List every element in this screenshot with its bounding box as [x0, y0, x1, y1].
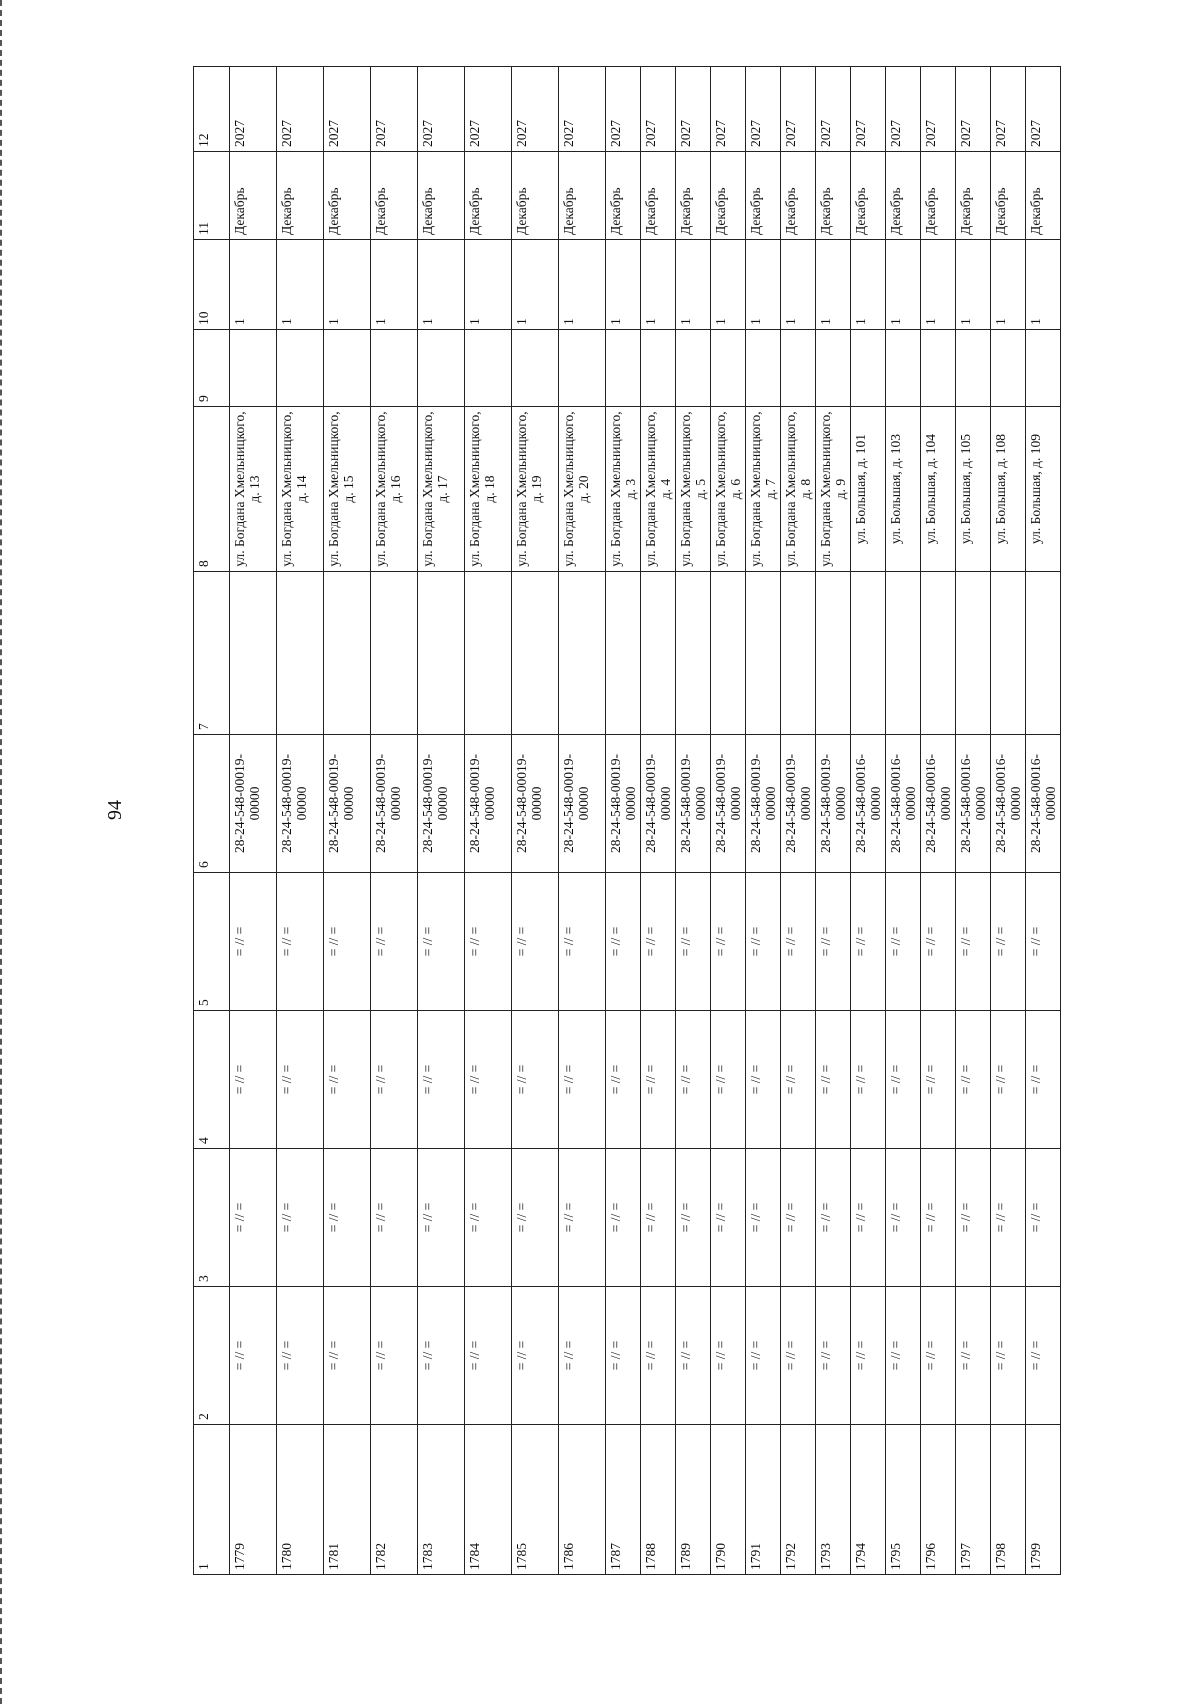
- table-row: [851, 67, 886, 1575]
- ditto-cell: = // =: [512, 1287, 559, 1425]
- empty-cell: [324, 572, 371, 735]
- address-cell: ул. Богдана Хмельницкого, д. 9: [816, 407, 851, 572]
- empty-cell: [559, 330, 606, 407]
- row-number-cell: 1784: [465, 1425, 512, 1575]
- month-cell: Декабрь: [956, 152, 991, 240]
- year-cell: 2027: [676, 67, 711, 152]
- code-cell: 28-24-548-00019-00000: [277, 735, 324, 873]
- empty-cell: [956, 330, 991, 407]
- ditto-cell: = // =: [781, 873, 816, 1011]
- empty-cell: [606, 330, 641, 407]
- row-number-cell: 1790: [711, 1425, 746, 1575]
- address-cell: ул. Богдана Хмельницкого, д. 6: [711, 407, 746, 572]
- ditto-cell: = // =: [512, 1149, 559, 1287]
- column-header-10: 10: [194, 240, 230, 330]
- empty-cell: [277, 330, 324, 407]
- empty-cell: [816, 330, 851, 407]
- month-cell: Декабрь: [746, 152, 781, 240]
- month-cell: Декабрь: [559, 152, 606, 240]
- month-cell: Декабрь: [230, 152, 277, 240]
- address-cell: ул. Богдана Хмельницкого, д. 20: [559, 407, 606, 572]
- code-cell: 28-24-548-00019-00000: [641, 735, 676, 873]
- year-cell: 2027: [851, 67, 886, 152]
- row-number-cell: 1779: [230, 1425, 277, 1575]
- table-row: [230, 67, 277, 1575]
- ditto-cell: = // =: [559, 1287, 606, 1425]
- ditto-cell: = // =: [711, 1011, 746, 1149]
- quantity-cell: 1: [886, 240, 921, 330]
- row-number-cell: 1798: [991, 1425, 1026, 1575]
- ditto-cell: = // =: [676, 873, 711, 1011]
- code-cell: 28-24-548-00019-00000: [781, 735, 816, 873]
- row-number-cell: 1797: [956, 1425, 991, 1575]
- column-header-5: 5: [194, 873, 230, 1011]
- quantity-cell: 1: [465, 240, 512, 330]
- ditto-cell: = // =: [851, 1011, 886, 1149]
- empty-cell: [921, 572, 956, 735]
- empty-cell: [559, 572, 606, 735]
- ditto-cell: = // =: [418, 873, 465, 1011]
- ditto-cell: = // =: [746, 873, 781, 1011]
- ditto-cell: = // =: [465, 1011, 512, 1149]
- ditto-cell: = // =: [559, 873, 606, 1011]
- address-cell: ул. Большая, д. 105: [956, 407, 991, 572]
- ditto-cell: = // =: [886, 1149, 921, 1287]
- row-number-cell: 1782: [371, 1425, 418, 1575]
- year-cell: 2027: [324, 67, 371, 152]
- empty-cell: [851, 572, 886, 735]
- year-cell: 2027: [559, 67, 606, 152]
- ditto-cell: = // =: [371, 1011, 418, 1149]
- code-cell: 28-24-548-00019-00000: [512, 735, 559, 873]
- ditto-cell: = // =: [781, 1287, 816, 1425]
- row-number-cell: 1787: [606, 1425, 641, 1575]
- code-cell: 28-24-548-00019-00000: [711, 735, 746, 873]
- empty-cell: [711, 572, 746, 735]
- address-cell: ул. Богдана Хмельницкого, д. 14: [277, 407, 324, 572]
- ditto-cell: = // =: [991, 873, 1026, 1011]
- column-header-3: 3: [194, 1149, 230, 1287]
- year-cell: 2027: [816, 67, 851, 152]
- empty-cell: [746, 330, 781, 407]
- year-cell: 2027: [230, 67, 277, 152]
- empty-cell: [465, 572, 512, 735]
- code-cell: 28-24-548-00016-00000: [956, 735, 991, 873]
- quantity-cell: 1: [781, 240, 816, 330]
- ditto-cell: = // =: [465, 1149, 512, 1287]
- ditto-cell: = // =: [816, 1011, 851, 1149]
- code-cell: 28-24-548-00019-00000: [746, 735, 781, 873]
- ditto-cell: = // =: [1026, 1149, 1061, 1287]
- ditto-cell: = // =: [956, 1011, 991, 1149]
- year-cell: 2027: [886, 67, 921, 152]
- month-cell: Декабрь: [886, 152, 921, 240]
- ditto-cell: = // =: [559, 1149, 606, 1287]
- year-cell: 2027: [641, 67, 676, 152]
- table-row: [711, 67, 746, 1575]
- table-row: [641, 67, 676, 1575]
- row-number-cell: 1796: [921, 1425, 956, 1575]
- column-header-8: 8: [194, 407, 230, 572]
- table-row: [956, 67, 991, 1575]
- empty-cell: [886, 330, 921, 407]
- month-cell: Декабрь: [781, 152, 816, 240]
- quantity-cell: 1: [676, 240, 711, 330]
- quantity-cell: 1: [512, 240, 559, 330]
- address-cell: ул. Большая, д. 101: [851, 407, 886, 572]
- year-cell: 2027: [746, 67, 781, 152]
- ditto-cell: = // =: [676, 1287, 711, 1425]
- ditto-cell: = // =: [851, 873, 886, 1011]
- empty-cell: [781, 330, 816, 407]
- ditto-cell: = // =: [781, 1149, 816, 1287]
- code-cell: 28-24-548-00019-00000: [816, 735, 851, 873]
- code-cell: 28-24-548-00019-00000: [324, 735, 371, 873]
- code-cell: 28-24-548-00019-00000: [676, 735, 711, 873]
- column-header-4: 4: [194, 1011, 230, 1149]
- ditto-cell: = // =: [641, 1287, 676, 1425]
- address-cell: ул. Богдана Хмельницкого, д. 8: [781, 407, 816, 572]
- address-cell: ул. Большая, д. 103: [886, 407, 921, 572]
- ditto-cell: = // =: [230, 873, 277, 1011]
- empty-cell: [606, 572, 641, 735]
- ditto-cell: = // =: [886, 873, 921, 1011]
- month-cell: Декабрь: [851, 152, 886, 240]
- year-cell: 2027: [277, 67, 324, 152]
- table-row: [1026, 67, 1061, 1575]
- empty-cell: [1026, 572, 1061, 735]
- page-edge-marks: [0, 0, 5, 1704]
- row-number-cell: 1794: [851, 1425, 886, 1575]
- data-table: [193, 66, 1061, 1575]
- empty-cell: [324, 330, 371, 407]
- ditto-cell: = // =: [230, 1287, 277, 1425]
- ditto-cell: = // =: [512, 873, 559, 1011]
- empty-cell: [676, 572, 711, 735]
- row-number-cell: 1789: [676, 1425, 711, 1575]
- ditto-cell: = // =: [606, 1287, 641, 1425]
- address-cell: ул. Богдана Хмельницкого, д. 17: [418, 407, 465, 572]
- ditto-cell: = // =: [606, 1011, 641, 1149]
- month-cell: Декабрь: [606, 152, 641, 240]
- ditto-cell: = // =: [371, 1287, 418, 1425]
- ditto-cell: = // =: [606, 1149, 641, 1287]
- ditto-cell: = // =: [277, 1287, 324, 1425]
- table-row: [991, 67, 1026, 1575]
- empty-cell: [1026, 330, 1061, 407]
- quantity-cell: 1: [921, 240, 956, 330]
- table-row: [606, 67, 641, 1575]
- empty-cell: [641, 330, 676, 407]
- ditto-cell: = // =: [991, 1149, 1026, 1287]
- ditto-cell: = // =: [324, 1287, 371, 1425]
- empty-cell: [921, 330, 956, 407]
- ditto-cell: = // =: [230, 1011, 277, 1149]
- empty-cell: [371, 572, 418, 735]
- ditto-cell: = // =: [465, 873, 512, 1011]
- empty-cell: [711, 330, 746, 407]
- ditto-cell: = // =: [1026, 1287, 1061, 1425]
- ditto-cell: = // =: [324, 873, 371, 1011]
- ditto-cell: = // =: [371, 873, 418, 1011]
- ditto-cell: = // =: [746, 1011, 781, 1149]
- row-number-cell: 1780: [277, 1425, 324, 1575]
- empty-cell: [371, 330, 418, 407]
- code-cell: 28-24-548-00016-00000: [886, 735, 921, 873]
- quantity-cell: 1: [746, 240, 781, 330]
- year-cell: 2027: [711, 67, 746, 152]
- table-row: [371, 67, 418, 1575]
- empty-cell: [418, 330, 465, 407]
- code-cell: 28-24-548-00019-00000: [606, 735, 641, 873]
- code-cell: 28-24-548-00016-00000: [991, 735, 1026, 873]
- address-cell: ул. Большая, д. 108: [991, 407, 1026, 572]
- ditto-cell: = // =: [746, 1149, 781, 1287]
- table-row: [781, 67, 816, 1575]
- code-cell: 28-24-548-00016-00000: [921, 735, 956, 873]
- ditto-cell: = // =: [956, 1287, 991, 1425]
- empty-cell: [676, 330, 711, 407]
- address-cell: ул. Богдана Хмельницкого, д. 18: [465, 407, 512, 572]
- ditto-cell: = // =: [277, 1149, 324, 1287]
- ditto-cell: = // =: [746, 1287, 781, 1425]
- address-cell: ул. Богдана Хмельницкого, д. 7: [746, 407, 781, 572]
- code-cell: 28-24-548-00019-00000: [230, 735, 277, 873]
- code-cell: 28-24-548-00016-00000: [1026, 735, 1061, 873]
- month-cell: Декабрь: [465, 152, 512, 240]
- ditto-cell: = // =: [1026, 1011, 1061, 1149]
- table-row: [676, 67, 711, 1575]
- ditto-cell: = // =: [277, 1011, 324, 1149]
- ditto-cell: = // =: [711, 1287, 746, 1425]
- code-cell: 28-24-548-00019-00000: [465, 735, 512, 873]
- table-row: [921, 67, 956, 1575]
- quantity-cell: 1: [991, 240, 1026, 330]
- ditto-cell: = // =: [991, 1011, 1026, 1149]
- ditto-cell: = // =: [230, 1149, 277, 1287]
- empty-cell: [746, 572, 781, 735]
- code-cell: 28-24-548-00016-00000: [851, 735, 886, 873]
- table-row: [277, 67, 324, 1575]
- address-cell: ул. Богдана Хмельницкого, д. 3: [606, 407, 641, 572]
- address-cell: ул. Богдана Хмельницкого, д. 16: [371, 407, 418, 572]
- year-cell: 2027: [781, 67, 816, 152]
- address-cell: ул. Богдана Хмельницкого, д. 13: [230, 407, 277, 572]
- ditto-cell: = // =: [816, 1149, 851, 1287]
- year-cell: 2027: [1026, 67, 1061, 152]
- empty-cell: [956, 572, 991, 735]
- ditto-cell: = // =: [921, 873, 956, 1011]
- empty-cell: [418, 572, 465, 735]
- ditto-cell: = // =: [886, 1011, 921, 1149]
- column-header-6: 6: [194, 735, 230, 873]
- quantity-cell: 1: [371, 240, 418, 330]
- rotated-table-container: [193, 67, 1058, 1575]
- ditto-cell: = // =: [641, 1011, 676, 1149]
- table-row: [512, 67, 559, 1575]
- ditto-cell: = // =: [851, 1287, 886, 1425]
- row-number-cell: 1788: [641, 1425, 676, 1575]
- quantity-cell: 1: [956, 240, 991, 330]
- row-number-cell: 1793: [816, 1425, 851, 1575]
- empty-cell: [230, 330, 277, 407]
- row-number-cell: 1786: [559, 1425, 606, 1575]
- table-row: [559, 67, 606, 1575]
- empty-cell: [816, 572, 851, 735]
- month-cell: Декабрь: [324, 152, 371, 240]
- ditto-cell: = // =: [676, 1149, 711, 1287]
- ditto-cell: = // =: [956, 873, 991, 1011]
- ditto-cell: = // =: [676, 1011, 711, 1149]
- empty-cell: [851, 330, 886, 407]
- year-cell: 2027: [956, 67, 991, 152]
- table-row: [816, 67, 851, 1575]
- ditto-cell: = // =: [465, 1287, 512, 1425]
- empty-cell: [641, 572, 676, 735]
- code-cell: 28-24-548-00019-00000: [418, 735, 465, 873]
- row-number-cell: 1791: [746, 1425, 781, 1575]
- ditto-cell: = // =: [921, 1149, 956, 1287]
- table-row: [465, 67, 512, 1575]
- row-number-cell: 1799: [1026, 1425, 1061, 1575]
- ditto-cell: = // =: [816, 1287, 851, 1425]
- row-number-cell: 1781: [324, 1425, 371, 1575]
- address-cell: ул. Богдана Хмельницкого, д. 4: [641, 407, 676, 572]
- ditto-cell: = // =: [886, 1287, 921, 1425]
- month-cell: Декабрь: [1026, 152, 1061, 240]
- column-header-2: 2: [194, 1287, 230, 1425]
- ditto-cell: = // =: [641, 1149, 676, 1287]
- empty-cell: [781, 572, 816, 735]
- ditto-cell: = // =: [711, 873, 746, 1011]
- month-cell: Декабрь: [277, 152, 324, 240]
- month-cell: Декабрь: [371, 152, 418, 240]
- month-cell: Декабрь: [641, 152, 676, 240]
- month-cell: Декабрь: [921, 152, 956, 240]
- quantity-cell: 1: [606, 240, 641, 330]
- empty-cell: [512, 572, 559, 735]
- ditto-cell: = // =: [956, 1149, 991, 1287]
- quantity-cell: 1: [711, 240, 746, 330]
- month-cell: Декабрь: [512, 152, 559, 240]
- ditto-cell: = // =: [324, 1149, 371, 1287]
- ditto-cell: = // =: [512, 1011, 559, 1149]
- ditto-cell: = // =: [921, 1287, 956, 1425]
- year-cell: 2027: [418, 67, 465, 152]
- month-cell: Декабрь: [711, 152, 746, 240]
- year-cell: 2027: [371, 67, 418, 152]
- quantity-cell: 1: [230, 240, 277, 330]
- ditto-cell: = // =: [781, 1011, 816, 1149]
- table-row: [746, 67, 781, 1575]
- ditto-cell: = // =: [418, 1011, 465, 1149]
- address-cell: ул. Богдана Хмельницкого, д. 19: [512, 407, 559, 572]
- row-number-cell: 1785: [512, 1425, 559, 1575]
- quantity-cell: 1: [559, 240, 606, 330]
- address-cell: ул. Богдана Хмельницкого, д. 15: [324, 407, 371, 572]
- year-cell: 2027: [465, 67, 512, 152]
- ditto-cell: = // =: [418, 1149, 465, 1287]
- row-number-cell: 1783: [418, 1425, 465, 1575]
- quantity-cell: 1: [641, 240, 676, 330]
- table-header-row: [194, 67, 230, 1575]
- year-cell: 2027: [991, 67, 1026, 152]
- ditto-cell: = // =: [1026, 873, 1061, 1011]
- year-cell: 2027: [512, 67, 559, 152]
- month-cell: Декабрь: [418, 152, 465, 240]
- column-header-12: 12: [194, 67, 230, 152]
- table-row: [324, 67, 371, 1575]
- table-row: [886, 67, 921, 1575]
- empty-cell: [991, 330, 1026, 407]
- ditto-cell: = // =: [418, 1287, 465, 1425]
- quantity-cell: 1: [851, 240, 886, 330]
- ditto-cell: = // =: [851, 1149, 886, 1287]
- quantity-cell: 1: [324, 240, 371, 330]
- quantity-cell: 1: [1026, 240, 1061, 330]
- code-cell: 28-24-548-00019-00000: [371, 735, 418, 873]
- address-cell: ул. Большая, д. 104: [921, 407, 956, 572]
- ditto-cell: = // =: [641, 873, 676, 1011]
- column-header-1: 1: [194, 1425, 230, 1575]
- page-number: 94: [104, 800, 126, 820]
- ditto-cell: = // =: [559, 1011, 606, 1149]
- month-cell: Декабрь: [816, 152, 851, 240]
- quantity-cell: 1: [418, 240, 465, 330]
- empty-cell: [230, 572, 277, 735]
- year-cell: 2027: [606, 67, 641, 152]
- empty-cell: [886, 572, 921, 735]
- quantity-cell: 1: [816, 240, 851, 330]
- year-cell: 2027: [921, 67, 956, 152]
- table-row: [418, 67, 465, 1575]
- address-cell: ул. Богдана Хмельницкого, д. 5: [676, 407, 711, 572]
- ditto-cell: = // =: [371, 1149, 418, 1287]
- empty-cell: [465, 330, 512, 407]
- ditto-cell: = // =: [277, 873, 324, 1011]
- ditto-cell: = // =: [324, 1011, 371, 1149]
- ditto-cell: = // =: [711, 1149, 746, 1287]
- ditto-cell: = // =: [816, 873, 851, 1011]
- empty-cell: [991, 572, 1026, 735]
- ditto-cell: = // =: [921, 1011, 956, 1149]
- empty-cell: [277, 572, 324, 735]
- row-number-cell: 1792: [781, 1425, 816, 1575]
- month-cell: Декабрь: [676, 152, 711, 240]
- row-number-cell: 1795: [886, 1425, 921, 1575]
- code-cell: 28-24-548-00019-00000: [559, 735, 606, 873]
- column-header-9: 9: [194, 330, 230, 407]
- quantity-cell: 1: [277, 240, 324, 330]
- month-cell: Декабрь: [991, 152, 1026, 240]
- empty-cell: [512, 330, 559, 407]
- ditto-cell: = // =: [606, 873, 641, 1011]
- address-cell: ул. Большая, д. 109: [1026, 407, 1061, 572]
- column-header-11: 11: [194, 152, 230, 240]
- column-header-7: 7: [194, 572, 230, 735]
- ditto-cell: = // =: [991, 1287, 1026, 1425]
